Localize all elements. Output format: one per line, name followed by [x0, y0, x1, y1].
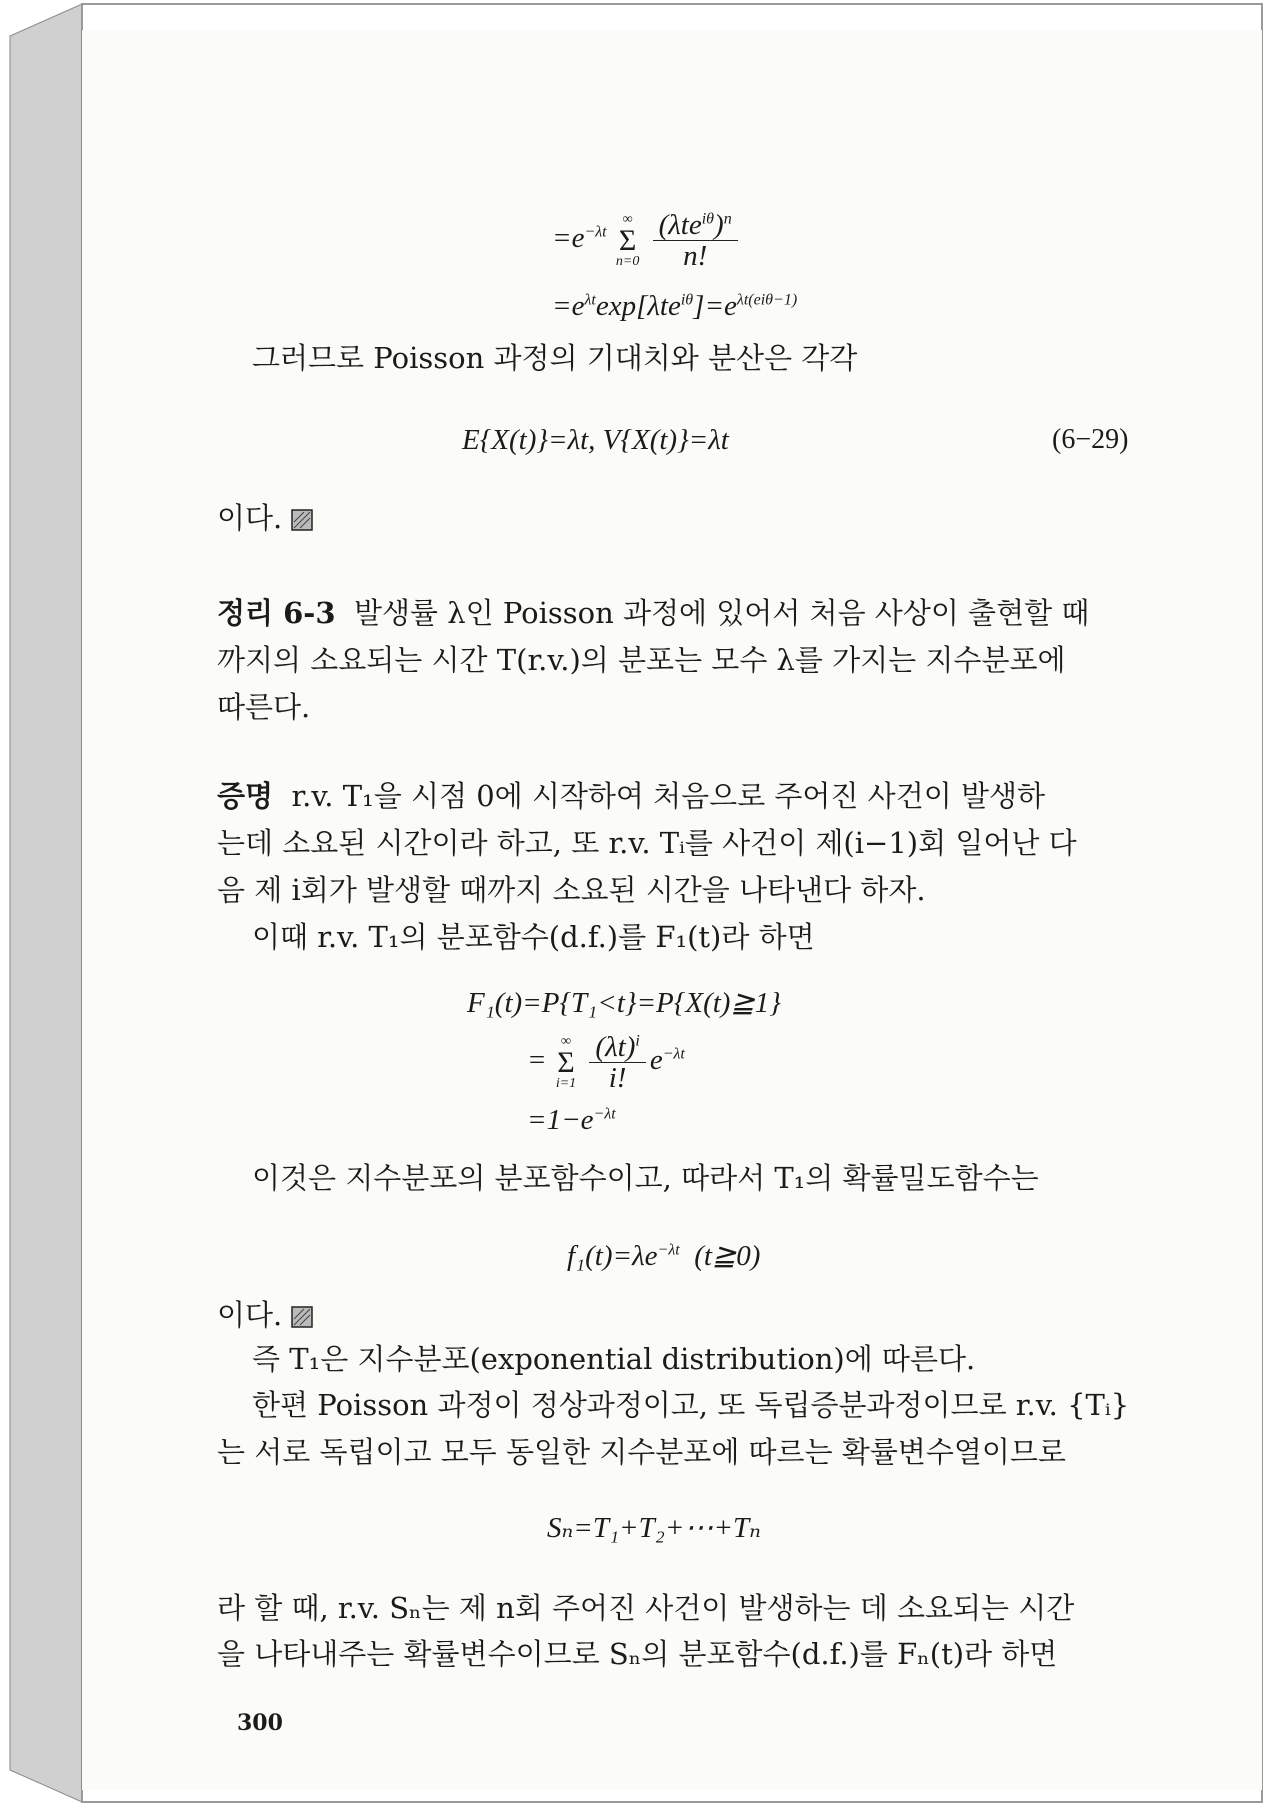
equation-cdf-line2: = ∞ Σ i=1 $\frac{(\lambda t)^i}{i!}$ $e^{-\lambda t}$: [527, 1031, 685, 1094]
proof-line4: 이때 r.v. T₁의 분포함수(d.f.)를 F₁(t)라 하면: [252, 920, 815, 954]
text-cdf-conclusion: 이것은 지수분포의 분포함수이고, 따라서 T₁의 확률밀도함수는: [252, 1161, 1039, 1195]
equation-cdf-line1: F₁(t)=P{T₁<t}=P{X(t)≧1}: [467, 987, 781, 1019]
theorem-line1: 정리 6-3 발생률 λ인 Poisson 과정에 있어서 처음 사상이 출현할 때: [217, 596, 1090, 630]
theorem-label: 정리 6-3: [217, 596, 336, 630]
fraction: $\frac{(\lambda te^{i\theta})^n}{n!}$: [653, 210, 738, 271]
text-final-1: 라 할 때, r.v. Sₙ는 제 n회 주어진 사건이 발생하는 데 소요되는 시간: [217, 1591, 1075, 1625]
text-ida-1: 이다.: [217, 500, 313, 536]
theorem-line3: 따른다.: [217, 690, 311, 724]
equation-number: (6−29): [1052, 424, 1129, 455]
proof-line2: 는데 소요된 시간이라 하고, 또 r.v. Tᵢ를 사건이 제(i−1)회 일어난 다: [217, 826, 1077, 860]
summation-symbol: ∞ Σ n=0: [615, 211, 640, 269]
proof-line1: 증명 r.v. T₁을 시점 0에 시작하여 처음으로 주어진 사건이 발생하: [217, 779, 1045, 813]
equation-moments: E{X(t)}=λt, V{X(t)}=λt: [462, 424, 729, 456]
text-stationary-1: 한편 Poisson 과정이 정상과정이고, 또 독립증분과정이므로 r.v. {Tᵢ}: [252, 1388, 1130, 1422]
text-ida-2: 이다.: [217, 1297, 313, 1333]
qed-square-icon: [291, 1306, 313, 1328]
equation-sum: Sₙ=T₁+T₂+⋯+Tₙ: [547, 1512, 761, 1544]
text-exponential: 즉 T₁은 지수분포(exponential distribution)에 따른다.: [252, 1342, 976, 1376]
text-stationary-2: 는 서로 독립이고 모두 동일한 지수분포에 따르는 확률변수열이므로: [217, 1435, 1066, 1469]
fraction: $\frac{(\lambda t)^i}{i!}$: [589, 1032, 645, 1093]
summation-symbol: ∞ Σ i=1: [555, 1033, 577, 1091]
equation-cdf-line3: $=1-e^{-\lambda t}$: [527, 1104, 616, 1136]
page-number: 300: [237, 1710, 283, 1736]
text-moments-intro: 그러므로 Poisson 과정의 기대치와 분산은 각각: [252, 341, 858, 375]
equation-char-fn-line1: $=e^{-\lambda t}$ ∞ Σ n=0 $\frac{(\lambda te^{i\theta})^n}{n!}$: [552, 210, 742, 271]
text-final-2: 을 나타내주는 확률변수이므로 Sₙ의 분포함수(d.f.)를 Fₙ(t)라 하면: [217, 1637, 1058, 1671]
equation-pdf: $f_1(t)=\lambda e^{-\lambda t}$ (t≧0): [567, 1240, 761, 1272]
book-page: [82, 30, 1262, 1790]
qed-square-icon: [291, 509, 313, 531]
proof-label: 증명: [217, 779, 274, 813]
theorem-line2: 까지의 소요되는 시간 T(r.v.)의 분포는 모수 λ를 가지는 지수분포에: [217, 643, 1066, 677]
equation-char-fn-line2: $=e^{\lambda t}\exp[\lambda te^{i\theta}]=e^{\lambda t(ei\theta-1)}$: [552, 290, 798, 322]
proof-line3: 음 제 i회가 발생할 때까지 소요된 시간을 나타낸다 하자.: [217, 873, 926, 907]
